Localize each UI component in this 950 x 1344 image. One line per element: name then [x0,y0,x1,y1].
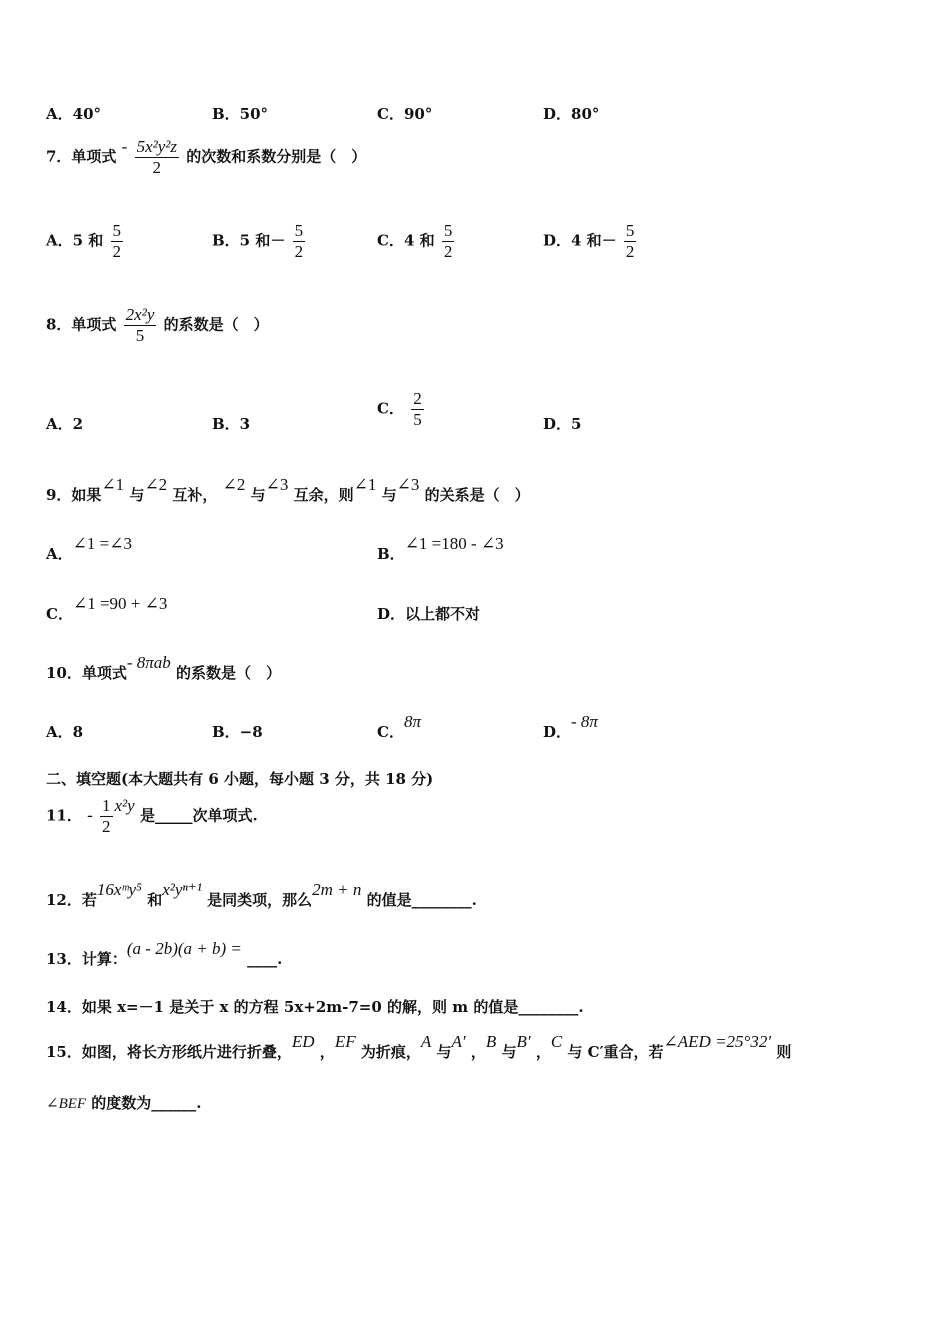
q13-expr: (a - 2b)(a + b) = [126,939,242,958]
q9-text-5: 互余，则 [293,486,354,504]
q8-option-d: D．5 [543,415,582,433]
q8-option-c-den: 5 [413,410,422,429]
q15-expr-9: ∠BEF [46,1096,87,1112]
question-7 [46,138,366,177]
question-15 [46,1032,792,1062]
q12-text-2: 和 [147,891,163,909]
q8-option-c [377,390,426,429]
q7-number: 7．单项式 [46,147,117,166]
q13-text-1: 13．计算： [46,950,127,968]
q12-text-1: 12．若 [46,891,97,909]
q8-tail: 的系数是（ ） [163,315,269,334]
q15-expr-1: ED [291,1032,315,1051]
q15-text-4: 与 [436,1043,452,1061]
q7-option-b-label: B．5 和－ [212,231,286,250]
q8-fraction [124,306,157,345]
q7-tail: 的次数和系数分别是（ ） [186,147,367,166]
q7-option-a-label: A．5 和 [46,231,104,250]
q9-angle-2: ∠2 [144,475,168,494]
q6-option-a: A．40° [46,105,102,123]
q10-option-d-expr: - 8π [571,712,598,731]
q7-option-c [377,222,456,261]
q7-option-b [212,222,307,261]
q9-option-c [46,594,168,624]
q7-option-d [543,222,638,261]
q8-option-c-fraction [411,390,424,429]
q9-text-1: 9．如果 [46,486,102,504]
q6-option-d: D．80° [543,105,600,123]
q15-text-7: ， [535,1043,551,1061]
q7-option-a-fraction [111,222,124,261]
q15-text-10: 的度数为______. [91,1094,202,1112]
q10-tail: 的系数是（ ） [176,664,282,682]
q9-option-b [377,534,504,564]
q12-expr-1: 16xᵐy⁵ [96,880,142,899]
q9-option-a-label: A． [46,545,73,563]
q7-sign: - [121,136,128,156]
q15-expr-2: EF [334,1032,356,1051]
q9-option-c-label: C． [46,605,73,623]
q12-expr-2: x²yⁿ⁺¹ [162,880,202,899]
q7-fraction-numerator: 5x²y²z [136,137,177,156]
q7-option-c-den: 2 [443,242,453,261]
q8-option-b: B．3 [212,415,251,433]
q9-text-4: 与 [250,486,266,504]
q6-option-b: B．50° [212,105,269,123]
q15-expr-6: B′ [516,1032,531,1051]
question-8 [46,306,269,345]
q11-tail: 是_____次单项式. [139,806,258,825]
q15-expr-5: B [485,1032,497,1051]
q15-text-6: 与 [501,1043,517,1061]
q7-option-b-den: 2 [294,242,304,261]
q8-fraction-denominator: 5 [135,326,145,345]
q10-option-a: A．8 [46,723,84,741]
question-10 [46,653,282,683]
q10-expr: - 8πab [126,653,171,672]
q9-angle-4: ∠3 [265,475,289,494]
q15-text-5: ， [470,1043,486,1061]
q15-text-3: 为折痕， [360,1043,421,1061]
q9-text-7: 的关系是（ ） [424,486,530,504]
q11-num: 1 [102,796,111,815]
q8-option-c-num: 2 [413,389,422,408]
q7-option-b-num: 5 [294,221,304,240]
q9-option-d: D．以上都不对 [377,605,481,623]
question-15-line-2 [46,1092,202,1113]
q10-number: 10．单项式 [46,664,127,682]
q15-expr-4: A′ [451,1032,466,1051]
q12-expr-3: 2m + n [312,880,362,899]
q11-den: 2 [102,817,111,836]
q7-option-a [46,222,125,261]
q15-expr-3: A [420,1032,432,1051]
q15-text-1: 15．如图，将长方形纸片进行折叠， [46,1043,292,1061]
question-14: 14．如果 x=－1 是关于 x 的方程 5x+2m-7=0 的解，则 m 的值是________. [46,998,584,1016]
q9-angle-6: ∠3 [396,475,420,494]
q8-number: 8．单项式 [46,315,117,334]
q7-option-d-fraction [624,222,637,261]
q15-expr-7: C [550,1032,563,1051]
q12-text-4: 的值是________. [366,891,477,909]
q7-option-d-num: 5 [625,221,635,240]
q13-text-2: ____. [247,950,283,968]
q9-option-b-label: B． [377,545,405,563]
q10-option-c-label: C． [377,723,404,741]
q11-fraction [100,797,113,836]
q9-option-a [46,534,132,564]
q9-angle-5: ∠1 [353,475,377,494]
q10-option-c [377,712,421,742]
q6-option-c: C．90° [377,105,433,123]
q7-fraction [135,138,179,177]
q9-angle-1: ∠1 [101,475,125,494]
q7-fraction-denominator: 2 [152,158,162,177]
q8-option-a: A．2 [46,415,84,433]
q10-option-d-label: D． [543,723,572,741]
q15-text-2: ， [319,1043,335,1061]
q8-option-c-label: C． [377,399,404,418]
q7-option-d-den: 2 [625,242,635,261]
q9-text-6: 与 [381,486,397,504]
q9-option-c-expr: ∠1 =90 + ∠3 [72,594,168,613]
q7-option-b-fraction [293,222,306,261]
q9-option-b-expr: ∠1 =180 - ∠3 [404,534,504,553]
q9-angle-3: ∠2 [222,475,246,494]
q7-option-c-label: C．4 和 [377,231,435,250]
q8-fraction-numerator: 2x²y [125,305,155,324]
question-12 [46,880,477,910]
q7-option-a-den: 2 [112,242,122,261]
q7-option-a-num: 5 [112,221,122,240]
q15-text-8: 与 C′重合，若 [567,1043,664,1061]
q9-text-2: 与 [129,486,145,504]
q11-expr: x²y [114,795,135,815]
q10-option-d [543,712,598,742]
q9-option-a-expr: ∠1 =∠3 [72,534,132,553]
q10-option-b: B．−8 [212,723,263,741]
q12-text-3: 是同类项，那么 [207,891,313,909]
question-13 [46,939,283,969]
question-9 [46,475,530,505]
q11-sign: - [87,805,93,825]
q15-expr-8: ∠AED =25°32′ [663,1032,772,1051]
q7-option-d-label: D．4 和－ [543,231,617,250]
question-11 [46,797,258,836]
q9-text-3: 互补， [172,486,218,504]
q10-option-c-expr: 8π [403,712,421,731]
q7-option-c-num: 5 [443,221,453,240]
section-2-heading: 二、填空题(本大题共有 6 小题，每小题 3 分，共 18 分) [46,770,434,788]
q7-option-c-fraction [442,222,455,261]
q15-text-9: 则 [776,1043,792,1061]
q11-number: 11． [46,806,82,825]
